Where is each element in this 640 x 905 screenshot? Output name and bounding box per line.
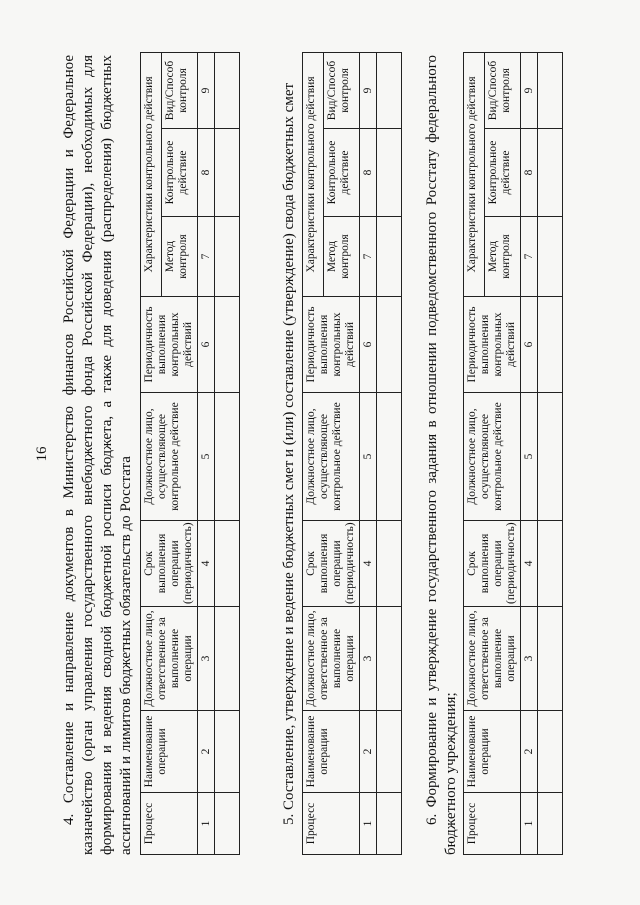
col-number: 1 [521,793,538,855]
col-number: 6 [360,297,377,393]
header-characteristics: Характеристики контрольного действия [141,52,162,296]
col-number: 4 [198,521,215,607]
header-operation-name: Наименование операции [303,711,360,793]
table-row [521,52,538,854]
header-periodicity: Периодичность выполнения контрольных действий [141,297,198,393]
header-deadline: Срок выполнения операции (периодичность) [303,521,360,607]
section-5-heading: 5. Составление, утверждение и ведение бюджетных смет и (или) составление (утверждение) свода бюджетных смет [281,82,297,825]
header-executor: Должностное лицо, осуществляющее контрольное действие [464,393,521,521]
col-number: 9 [360,52,377,128]
header-method: Метод контроля [161,217,197,297]
header-deadline: Срок выполнения операции (периодичность) [141,521,198,607]
col-number: 3 [198,607,215,711]
header-deadline: Срок выполнения операции (периодичность) [464,521,521,607]
col-number: 8 [360,129,377,217]
header-process: Процесс [141,793,198,855]
col-number: 5 [198,393,215,521]
header-type: Вид/Способ контроля [484,52,520,128]
col-number: 3 [360,607,377,711]
page-number: 16 [34,446,50,462]
header-operation-name: Наименование операции [141,711,198,793]
header-periodicity: Периодичность выполнения контрольных действий [464,297,521,393]
header-responsible: Должностное лицо, ответственное за выполнение операции [464,607,521,711]
col-number: 9 [521,52,538,128]
header-method: Метод контроля [323,217,359,297]
section-4-heading: 4. Составление и направление документов в Министерство финансов Российской Федерации и Федеральное казначейство (орган управления государственного внебюджетного фонда Российской Федерации), необходимых для формирования и ведения сводной бюджетной росписи бюджета, а также для доведения (распределения) бюджетных ассигнований и лимитов бюджетных обязательств до Росстата [61,55,134,855]
col-number: 7 [521,217,538,297]
table-row [538,52,563,854]
header-periodicity: Периодичность выполнения контрольных действий [303,297,360,393]
header-action: Контрольное действие [161,129,197,217]
col-number: 1 [360,793,377,855]
table-row [377,52,402,854]
col-number: 1 [198,793,215,855]
header-process: Процесс [464,793,521,855]
control-table-6 [463,52,563,855]
header-responsible: Должностное лицо, ответственное за выполнение операции [141,607,198,711]
header-process: Процесс [303,793,360,855]
col-number: 2 [360,711,377,793]
header-characteristics: Характеристики контрольного действия [303,52,324,296]
col-number: 4 [360,521,377,607]
section-6-heading: 6. Формирование и утверждение государственного задания в отношении подведомственного Росстату федерального бюджетного учреждения; [424,55,459,855]
col-number: 2 [198,711,215,793]
header-action: Контрольное действие [484,129,520,217]
header-type: Вид/Способ контроля [161,52,197,128]
header-method: Метод контроля [484,217,520,297]
header-responsible: Должностное лицо, ответственное за выполнение операции [303,607,360,711]
table-row [360,52,377,854]
header-action: Контрольное действие [323,129,359,217]
col-number: 5 [360,393,377,521]
col-number: 4 [521,521,538,607]
header-characteristics: Характеристики контрольного действия [464,52,485,296]
col-number: 8 [521,129,538,217]
col-number: 6 [198,297,215,393]
table-row [198,52,215,854]
col-number: 2 [521,711,538,793]
header-executor: Должностное лицо, осуществляющее контрольное действие [303,393,360,521]
col-number: 8 [198,129,215,217]
col-number: 3 [521,607,538,711]
col-number: 5 [521,393,538,521]
col-number: 7 [360,217,377,297]
col-number: 9 [198,52,215,128]
table-row [215,52,240,854]
col-number: 7 [198,217,215,297]
header-type: Вид/Способ контроля [323,52,359,128]
rotated-content [20,25,620,885]
col-number: 6 [521,297,538,393]
control-table-5 [302,52,402,855]
header-executor: Должностное лицо, осуществляющее контрольное действие [141,393,198,521]
header-operation-name: Наименование операции [464,711,521,793]
control-table-4 [140,52,240,855]
